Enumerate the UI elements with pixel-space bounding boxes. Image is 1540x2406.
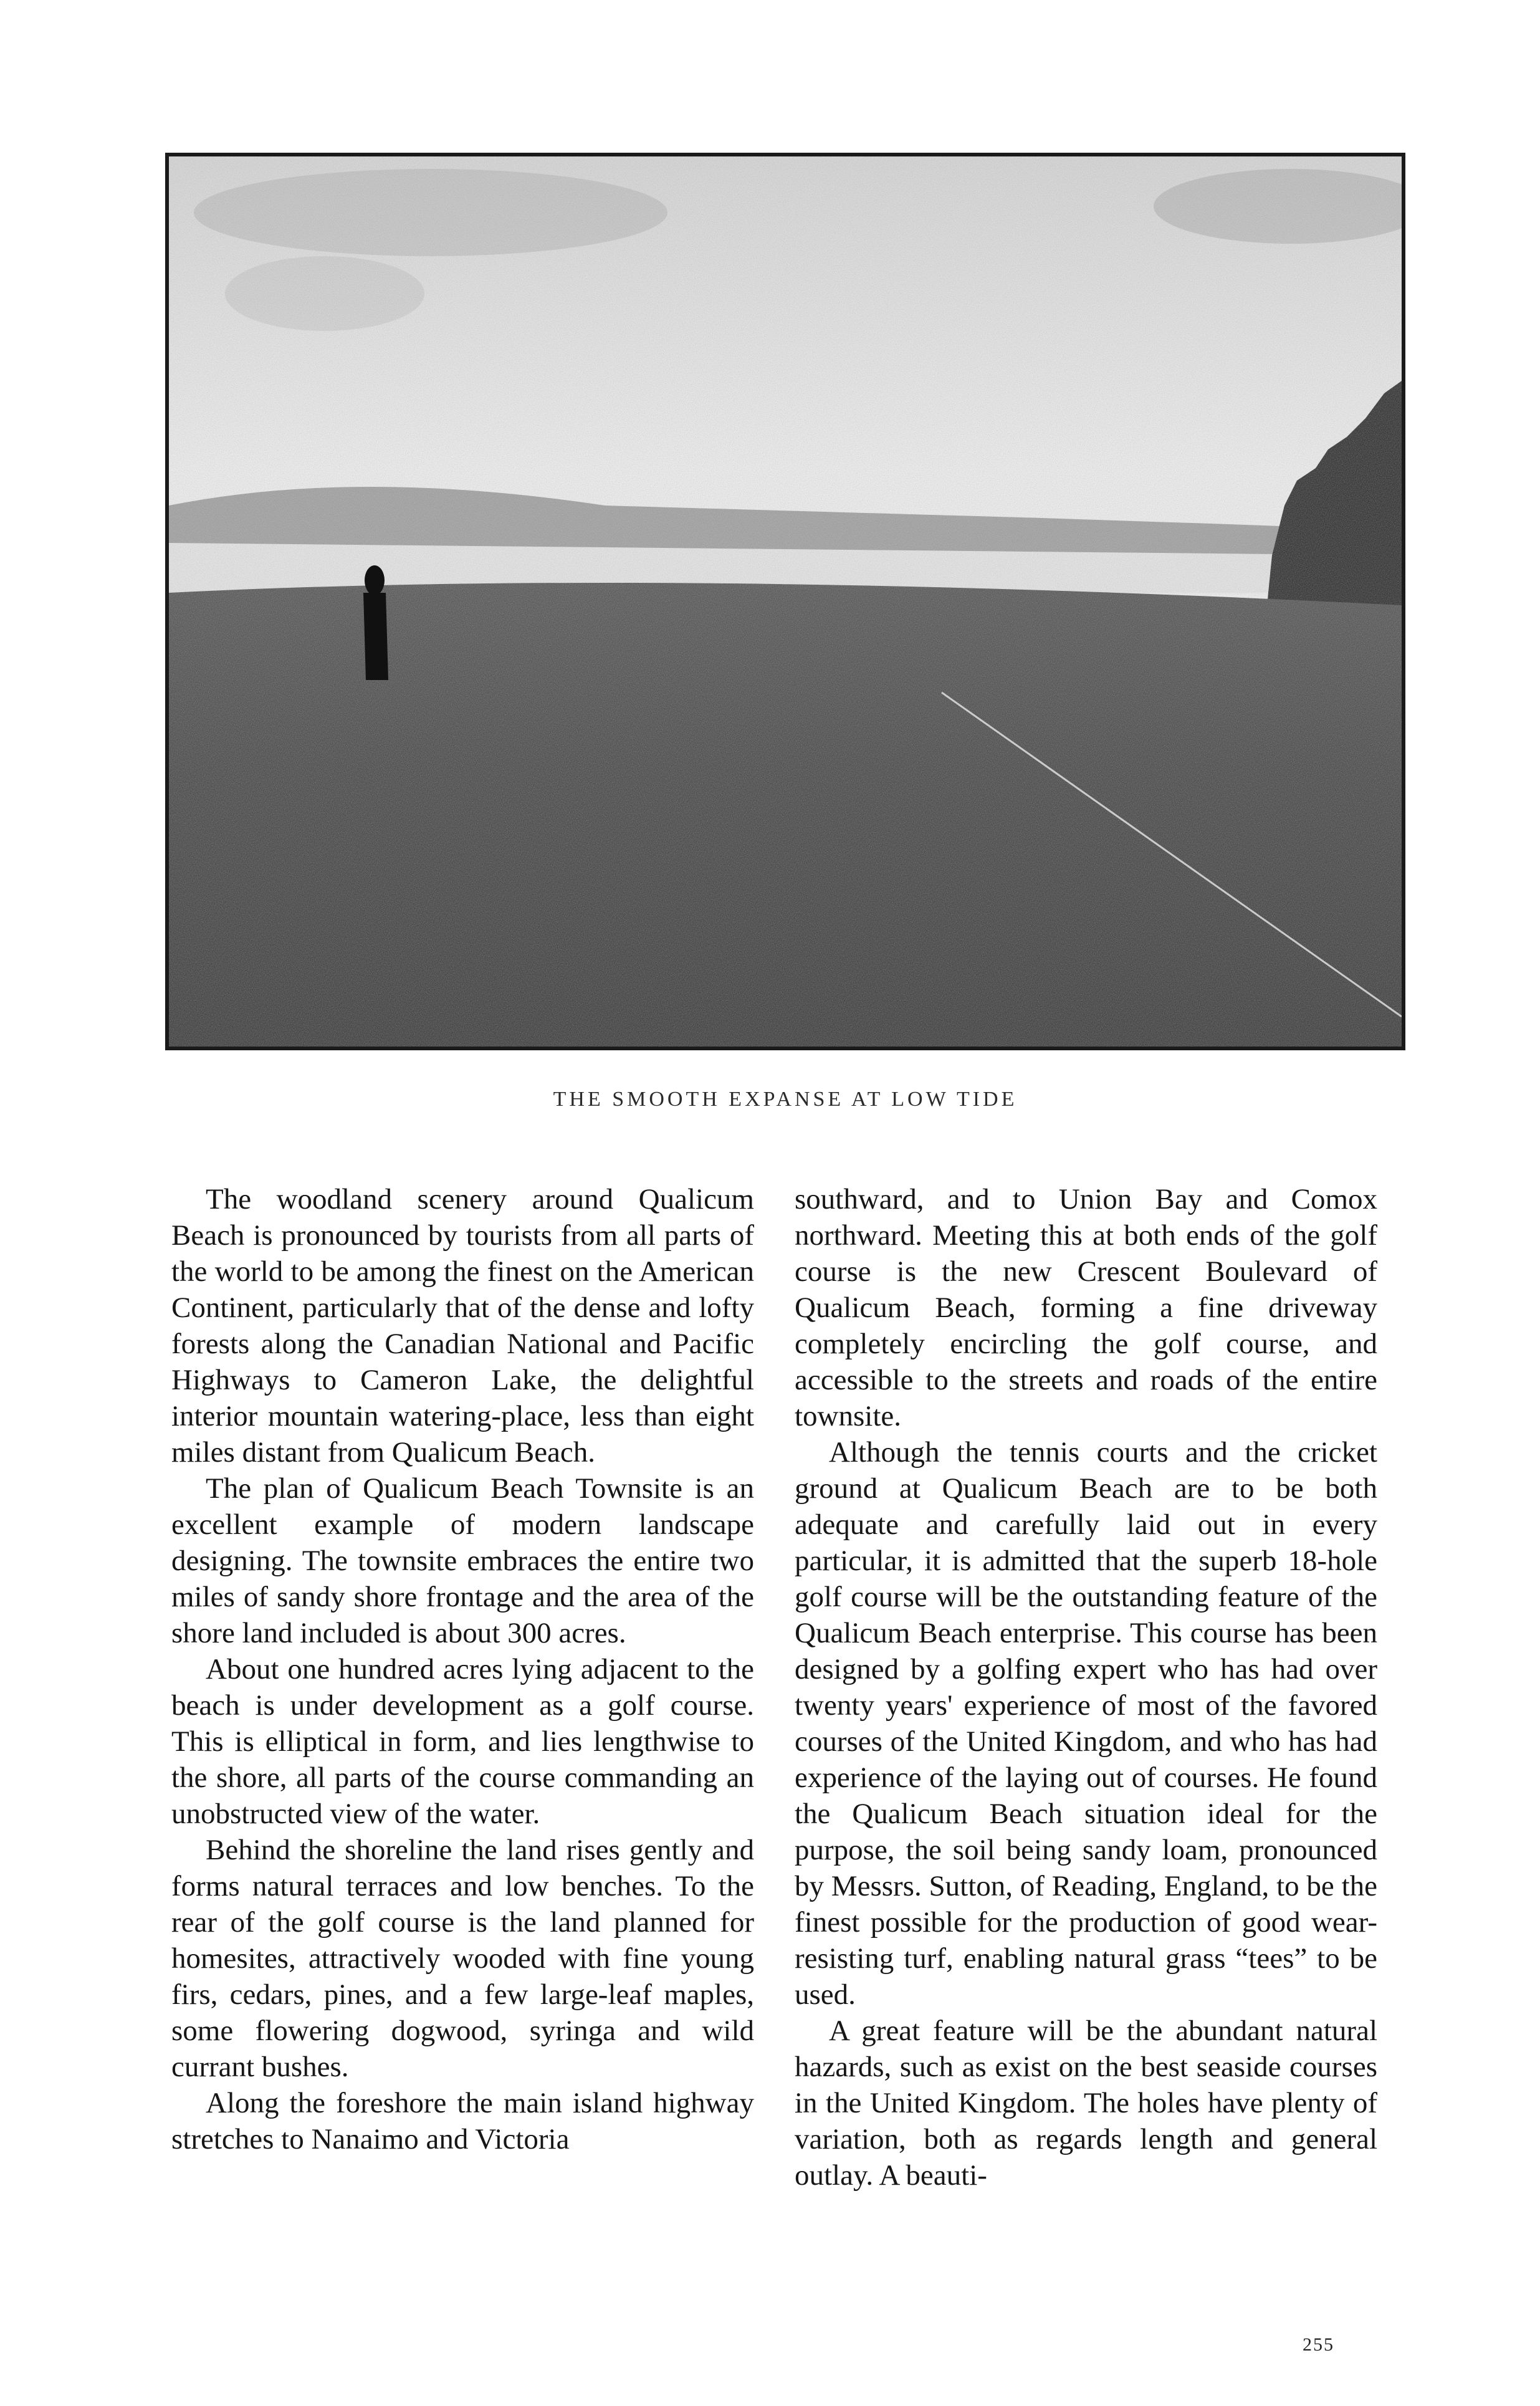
left-column bbox=[171, 1181, 754, 2157]
paragraph: A great feature will be the abundant natural hazards, such as exist on the best seaside courses in the United Kingdom. The holes have plenty of variation, both as regards length and general outlay. A beauti- bbox=[795, 2015, 1377, 2192]
beach-photo bbox=[165, 153, 1405, 1050]
photo-caption: THE SMOOTH EXPANSE AT LOW TIDE bbox=[553, 1088, 1018, 1111]
page-number: 255 bbox=[1303, 2334, 1334, 2355]
paragraph: The woodland scenery around Qualicum Beach is pronounced by tourists from all parts of the world to be among the finest on the American Continent, particularly that of the dense and lofty forests along the Canadian National and Pacific Highways to Cameron Lake, the delightful interior mountain watering-place, less than eight miles distant from Qualicum Beach. bbox=[171, 1183, 754, 1469]
right-column bbox=[795, 1181, 1377, 2193]
paragraph: About one hundred acres lying adjacent to the beach is under development as a golf course. This is elliptical in form, and lies lengthwise to the shore, all parts of the course commanding an unobstructed view of the water. bbox=[171, 1653, 754, 1830]
paragraph: Behind the shoreline the land rises gently and forms natural terraces and low benches. To the rear of the golf course is the land planned for homesites, attractively wooded with fine young firs, cedars, pines, and a few large-leaf maples, some flowering dogwood, syringa and wild currant bushes. bbox=[171, 1834, 754, 2083]
paragraph: The plan of Qualicum Beach Townsite is an excellent example of modern landscape designing. The townsite embraces the entire two miles of sandy shore frontage and the area of the shore land included is about 300 acres. bbox=[171, 1472, 754, 1649]
paragraph: southward, and to Union Bay and Comox northward. Meeting this at both ends of the golf course is the new Crescent Boulevard of Qualicum Beach, forming a fine driveway completely encircling the golf course, and accessible to the streets and roads of the entire townsite. bbox=[795, 1183, 1377, 1432]
paragraph: Although the tennis courts and the cricket ground at Qualicum Beach are to be both adequate and carefully laid out in every particular, it is admitted that the superb 18-hole golf course will be the outstanding feature of the Qualicum Beach enterprise. This course has been designed by a golfing expert who has had over twenty years' experience of most of the favored courses of the United Kingdom, and who has had experience of the laying out of courses. He found the Qualicum Beach situation ideal for the purpose, the soil being sandy loam, pronounced by Messrs. Sutton, of Reading, England, to be the finest possible for the production of good wear-resisting turf, enabling natural grass “tees” to be used. bbox=[795, 1436, 1377, 2011]
paragraph: Along the foreshore the main island highway stretches to Nanaimo and Victoria bbox=[171, 2087, 754, 2155]
beach-photo-icon bbox=[169, 156, 1402, 1047]
